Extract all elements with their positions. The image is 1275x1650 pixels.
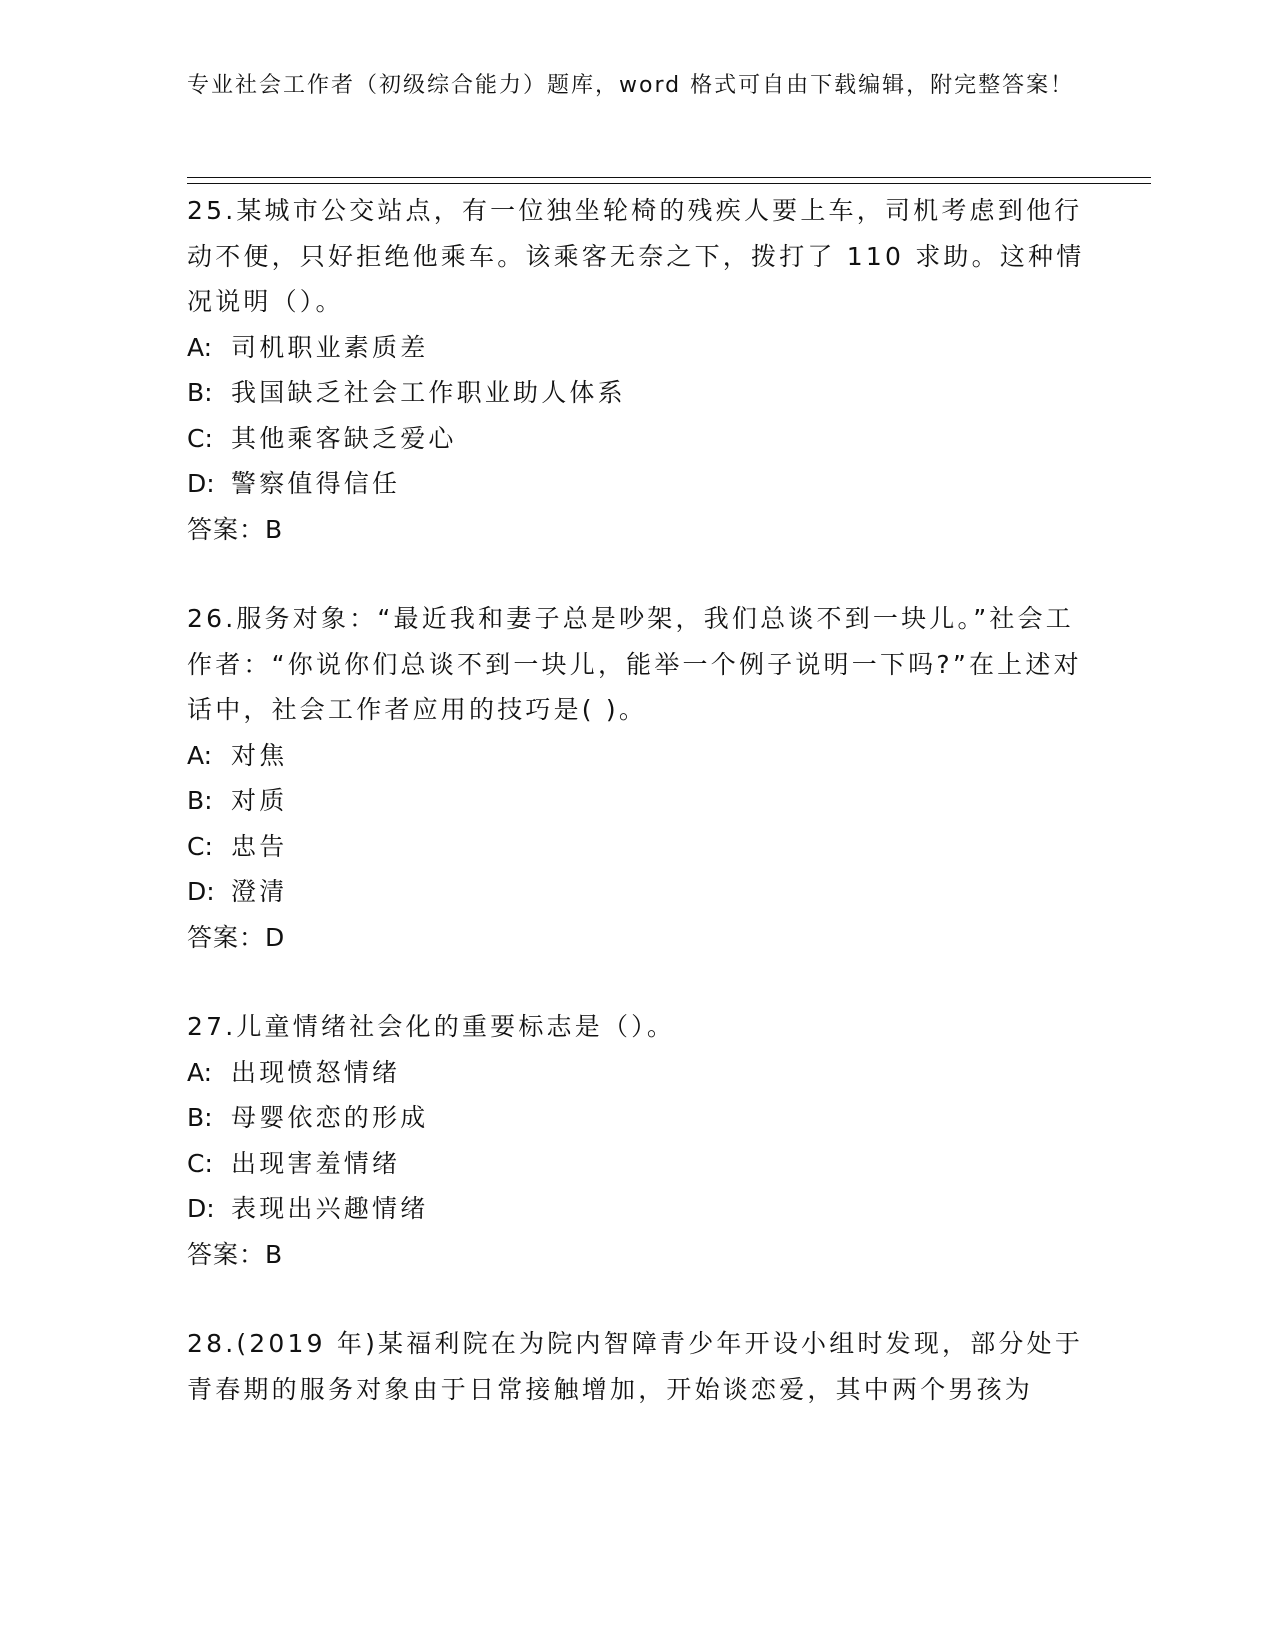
- option-d: [187, 1186, 1087, 1232]
- document-header: 专业社会工作者（初级综合能力）题库，word 格式可自由下载编辑，附完整答案！: [187, 73, 1075, 98]
- option-letter: C:: [187, 1148, 213, 1178]
- option-text: 出现害羞情绪: [231, 1148, 401, 1178]
- option-a: [187, 733, 1087, 779]
- question-stem: 25.某城市公交站点，有一位独坐轮椅的残疾人要上车，司机考虑到他行动不便，只好拒绝他乘车。该乘客无奈之下，拨打了 110 求助。这种情况说明（）。: [187, 196, 1085, 316]
- question-27: [187, 1004, 1087, 1277]
- option-a: [187, 1050, 1087, 1096]
- option-text: 表现出兴趣情绪: [231, 1194, 429, 1223]
- option-a: [187, 325, 1087, 371]
- option-letter: B:: [187, 1103, 213, 1132]
- option-text: 其他乘客缺乏爱心: [231, 423, 457, 453]
- option-text: 司机职业素质差: [231, 332, 429, 362]
- option-text: 我国缺乏社会工作职业助人体系: [231, 378, 626, 407]
- question-25: [187, 188, 1087, 552]
- option-letter: A:: [187, 740, 213, 770]
- option-b: [187, 370, 1087, 416]
- option-letter: A:: [187, 332, 213, 362]
- option-text: 母婴依恋的形成: [231, 1103, 429, 1132]
- option-letter: A:: [187, 1057, 213, 1087]
- question-28: [187, 1321, 1087, 1412]
- header-rule-bottom: [187, 183, 1151, 184]
- question-list: [187, 188, 1087, 1412]
- answer-line: 答案：B: [187, 514, 284, 544]
- question-stem: 27.儿童情绪社会化的重要标志是（）。: [187, 1012, 676, 1041]
- option-d: [187, 869, 1087, 915]
- answer-line: 答案：B: [187, 1239, 284, 1269]
- question-stem: 28.(2019 年)某福利院在为院内智障青少年开设小组时发现，部分处于青春期的服务对象由于日常接触增加，开始谈恋爱，其中两个男孩为: [187, 1329, 1084, 1404]
- option-letter: D:: [187, 469, 215, 498]
- option-letter: C:: [187, 831, 213, 861]
- option-letter: B:: [187, 786, 213, 815]
- option-letter: D:: [187, 877, 215, 906]
- question-26: [187, 596, 1087, 960]
- option-text: 对焦: [231, 740, 288, 770]
- question-stem: 26.服务对象：“最近我和妻子总是吵架，我们总谈不到一块儿。”社会工作者：“你说你们总谈不到一块儿，能举一个例子说明一下吗?”在上述对话中，社会工作者应用的技巧是( )。: [187, 604, 1082, 724]
- option-text: 澄清: [231, 877, 288, 906]
- option-b: [187, 778, 1087, 824]
- header-rule-top: [187, 177, 1151, 178]
- option-c: [187, 416, 1087, 462]
- option-letter: D:: [187, 1194, 215, 1223]
- option-text: 忠告: [231, 831, 288, 861]
- option-d: [187, 461, 1087, 507]
- option-b: [187, 1095, 1087, 1141]
- option-c: [187, 1141, 1087, 1187]
- option-text: 出现愤怒情绪: [231, 1057, 401, 1087]
- answer-line: 答案：D: [187, 922, 286, 952]
- option-text: 警察值得信任: [231, 469, 401, 498]
- option-letter: B:: [187, 378, 213, 407]
- option-text: 对质: [231, 786, 288, 815]
- option-c: [187, 824, 1087, 870]
- option-letter: C:: [187, 423, 213, 453]
